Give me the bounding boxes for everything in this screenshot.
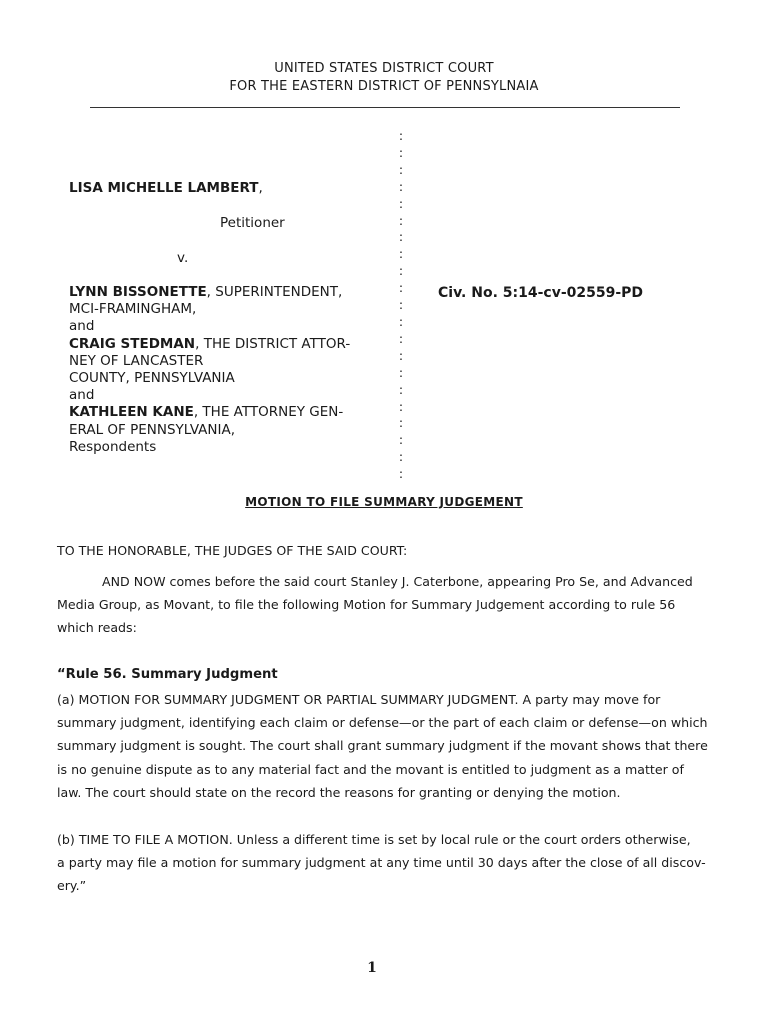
para-a-line: summary judgment, identifying each claim or defense—or the part of each claim or defense—on which xyxy=(57,715,708,731)
respondent-text: ERAL OF PENNSYLVANIA, xyxy=(69,421,236,438)
caption-colon: : xyxy=(398,297,404,313)
respondent-line xyxy=(69,284,379,301)
petitioner-label: Petitioner xyxy=(220,215,285,231)
respondent-text: , THE ATTORNEY GEN- xyxy=(193,404,344,421)
motion-title: MOTION TO FILE SUMMARY JUDGEMENT xyxy=(245,495,523,509)
respondent-line xyxy=(69,422,379,439)
caption-colon: : xyxy=(398,246,404,262)
para-a-line: is no genuine dispute as to any material fact and the movant is entitled to judgment as a matter of xyxy=(57,761,684,777)
caption-colon: : xyxy=(398,144,404,160)
caption-colon: : xyxy=(398,449,404,465)
respondent-text: NEY OF LANCASTER xyxy=(69,352,204,369)
caption-colon: : xyxy=(398,161,404,177)
para-a-line: (a) MOTION FOR SUMMARY JUDGMENT OR PARTIAL SUMMARY JUDGMENT. A party may move for xyxy=(57,692,661,707)
petitioner-name: LISA MICHELLE LAMBERT xyxy=(69,180,259,196)
respondent-line xyxy=(69,404,379,421)
respondent-text: and xyxy=(69,387,95,404)
intro-line: which reads: xyxy=(57,620,137,636)
respondent-text: MCI-FRAMINGHAM, xyxy=(69,301,197,318)
para-b-line: ery.” xyxy=(57,878,87,894)
respondent-line xyxy=(69,387,379,404)
intro-paragraph xyxy=(57,570,717,640)
respondent-name: LYNN BISSONETTE xyxy=(69,284,207,300)
rule-heading: “Rule 56. Summary Judgment xyxy=(57,667,278,682)
respondent-line xyxy=(69,301,379,318)
respondent-line xyxy=(69,318,379,335)
respondent-line xyxy=(69,336,379,353)
petitioner-line xyxy=(69,180,263,197)
salutation: TO THE HONORABLE, THE JUDGES OF THE SAID COURT: xyxy=(57,543,408,558)
respondent-text: and xyxy=(69,318,95,335)
caption-colon: : xyxy=(398,280,404,296)
civil-case-number: Civ. No. 5:14-cv-02559-PD xyxy=(438,285,644,301)
caption-colon: : xyxy=(398,432,404,448)
para-a-line: law. The court should state on the record the reasons for granting or denying the motion. xyxy=(57,784,621,800)
caption-colon: : xyxy=(398,330,404,346)
caption-colon: : xyxy=(398,212,404,228)
petitioner-suffix: , xyxy=(258,180,263,196)
respondents-block xyxy=(69,284,379,456)
caption-colon: : xyxy=(398,398,404,414)
caption-colon: : xyxy=(398,415,404,431)
caption-colon: : xyxy=(398,195,404,211)
caption-colon: : xyxy=(398,313,404,329)
caption-colon: : xyxy=(398,381,404,397)
respondent-line xyxy=(69,439,379,456)
respondent-text: , THE DISTRICT ATTOR- xyxy=(195,335,351,352)
caption-colon: : xyxy=(398,466,404,482)
respondent-text: COUNTY, PENNSYLVANIA xyxy=(69,370,235,387)
caption-colon: : xyxy=(398,347,404,363)
respondent-name: CRAIG STEDMAN xyxy=(69,335,196,352)
respondent-line xyxy=(69,353,379,370)
paragraph-a xyxy=(57,688,717,804)
page-number: 1 xyxy=(367,960,377,976)
court-name-line-2: FOR THE EASTERN DISTRICT OF PENNSYLNAIA xyxy=(229,79,539,94)
court-name-line-1: UNITED STATES DISTRICT COURT xyxy=(274,61,494,76)
versus-label: v. xyxy=(177,250,189,266)
para-b-line: a party may file a motion for summary judgment at any time until 30 days after the close of all discov- xyxy=(57,855,706,871)
para-b-line: (b) TIME TO FILE A MOTION. Unless a different time is set by local rule or the court orders otherwise, xyxy=(57,832,691,847)
respondent-line xyxy=(69,370,379,387)
para-a-line: summary judgment is sought. The court shall grant summary judgment if the movant shows that there xyxy=(57,738,708,754)
respondent-name: KATHLEEN KANE xyxy=(69,404,194,421)
respondent-text: , SUPERINTENDENT, xyxy=(206,284,343,300)
intro-line: AND NOW comes before the said court Stanley J. Caterbone, appearing Pro Se, and Advanced xyxy=(102,574,693,589)
paragraph-b xyxy=(57,828,717,898)
caption-colon: : xyxy=(398,178,404,194)
header-divider xyxy=(90,107,680,108)
respondent-text: Respondents xyxy=(69,438,157,455)
caption-colon: : xyxy=(398,364,404,380)
caption-colon-column xyxy=(394,128,408,483)
caption-colon: : xyxy=(398,263,404,279)
intro-line: Media Group, as Movant, to file the following Motion for Summary Judgement according to rule 56 xyxy=(57,597,676,613)
caption-colon: : xyxy=(398,128,404,143)
caption-colon: : xyxy=(398,229,404,245)
